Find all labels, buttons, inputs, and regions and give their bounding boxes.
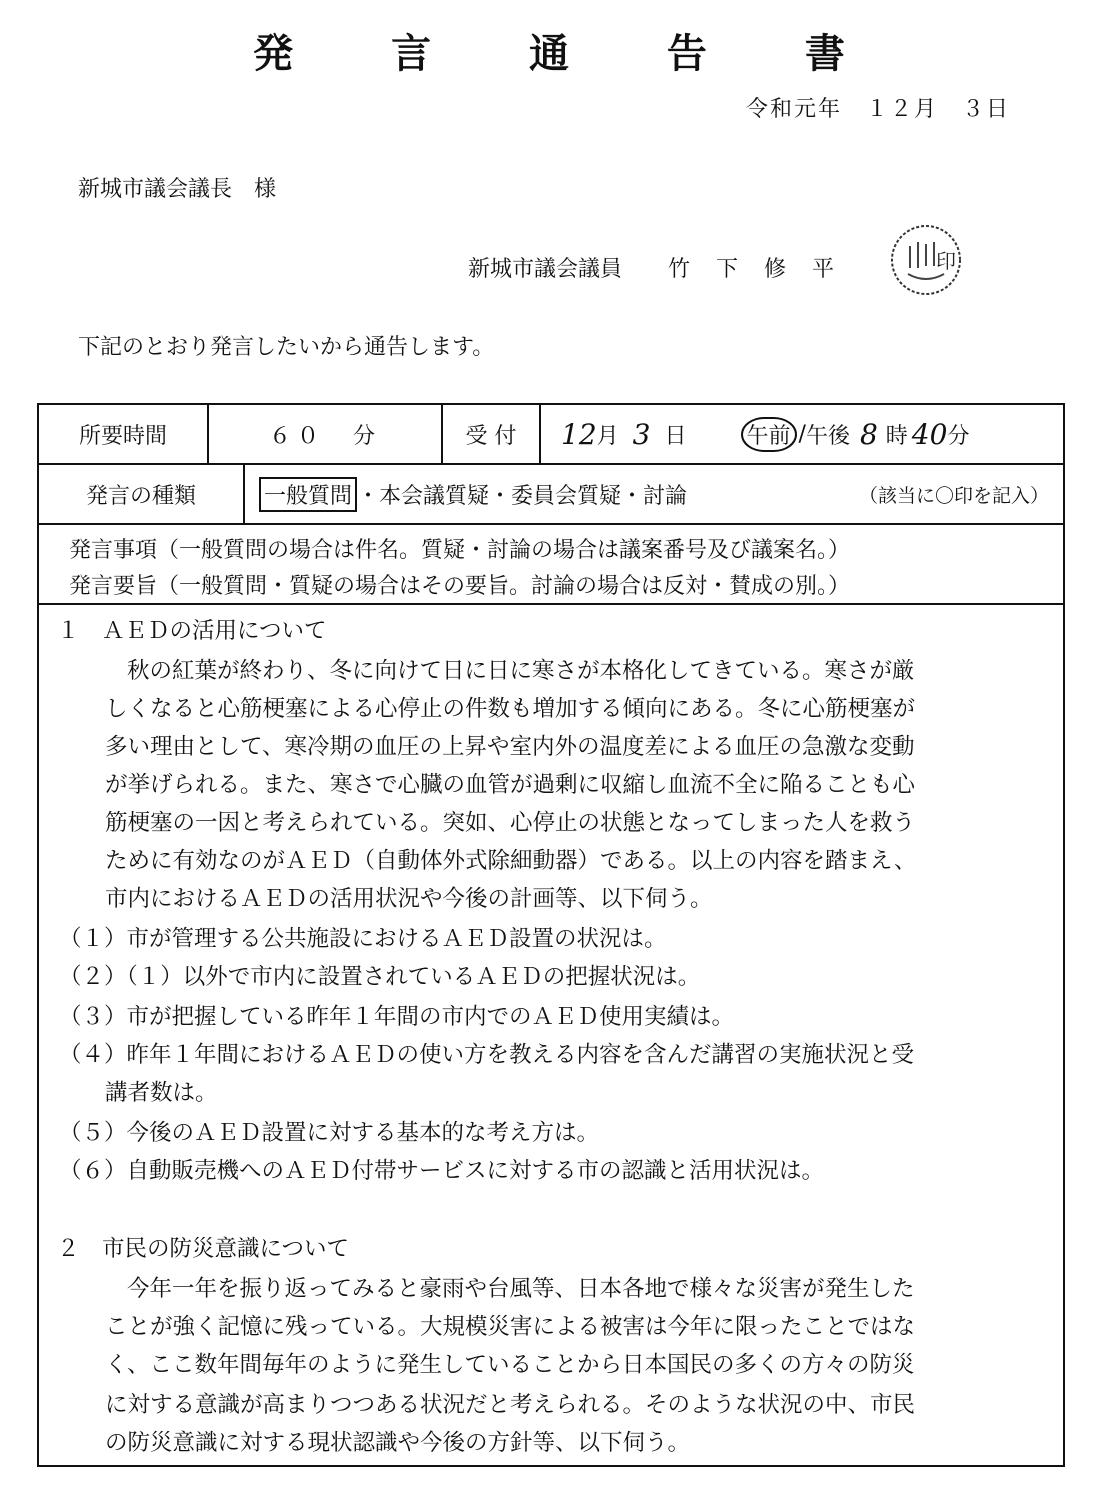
header-line-1: 発言事項（一般質問の場合は件名。質疑・討論の場合は議案番号及び議案名。） bbox=[69, 538, 851, 563]
item1-paragraph-line: 筋梗塞の一因と考えられている。突如、心停止の状態となってしまった人を救う bbox=[105, 810, 916, 836]
item2-paragraph-line: く、ここ数年間毎年のように発生していることから日本国民の多くの方々の防災 bbox=[105, 1352, 915, 1378]
item1-paragraph-line: 多い理由として、寒冷期の血圧の上昇や室内外の温度差による血圧の急激な変動 bbox=[105, 734, 915, 760]
reception-am-circled: 午前 bbox=[741, 417, 797, 452]
reception-value bbox=[539, 405, 1067, 463]
type-value bbox=[243, 465, 1067, 523]
item1-paragraph-line: 市内におけるＡＥＤの活用状況や今後の計画等、以下伺う。 bbox=[105, 886, 713, 912]
addressee: 新城市議会議長 様 bbox=[78, 177, 277, 202]
question-item: （４）昨年１年間におけるＡＥＤの使い方を教える内容を含んだ講習の実施状況と受 bbox=[59, 1042, 915, 1068]
type-selected-boxed: 一般質問 bbox=[259, 477, 357, 512]
item1-paragraph-line: ために有効なのがＡＥＤ（自動体外式除細動器）である。以上の内容を踏まえ、 bbox=[105, 848, 917, 874]
intro-text: 下記のとおり発言したいから通告します。 bbox=[78, 335, 495, 360]
question-item: （３）市が把握している昨年１年間の市内でのＡＥＤ使用実績は。 bbox=[59, 1004, 735, 1030]
form-row-type bbox=[39, 465, 1063, 525]
time-value: ６０ 分 bbox=[207, 405, 441, 463]
item1-paragraph-line: が挙げられる。また、寒さで心臓の血管が過剰に収縮し血流不全に陥ることも心 bbox=[105, 772, 916, 798]
sender-role: 新城市議会議員 bbox=[468, 257, 623, 282]
reception-pm: 午後 bbox=[805, 423, 850, 449]
item2-paragraph-line: 今年一年を振り返ってみると豪雨や台風等、日本各地で様々な災害が発生した bbox=[127, 1276, 915, 1302]
slash-mark: / bbox=[798, 421, 806, 447]
document-title: 発 言 通 告 書 bbox=[253, 31, 887, 77]
type-note: （該当に〇印を記入） bbox=[858, 484, 1049, 507]
question-item: （２）（１）以外で市内に設置されているＡＥＤの把握状況は。 bbox=[59, 964, 701, 990]
reception-month: 12 bbox=[561, 417, 597, 451]
question-item: （６）自動販売機へのＡＥＤ付帯サービスに対する市の認識と活用状況は。 bbox=[59, 1158, 825, 1184]
reception-day-unit: 日 bbox=[664, 423, 687, 449]
reception-hour: 8 bbox=[859, 417, 878, 451]
item2-title: ２ 市民の防災意識について bbox=[57, 1236, 350, 1262]
reception-minute-unit: 分 bbox=[947, 423, 970, 449]
header-line-2: 発言要旨（一般質問・質疑の場合はその要旨。討論の場合は反対・賛成の別。） bbox=[69, 574, 851, 599]
reception-label: 受 付 bbox=[441, 405, 539, 463]
item1-paragraph-line: しくなると心筋梗塞による心停止の件数も増加する傾向にある。冬に心筋梗塞が bbox=[105, 696, 916, 722]
item1-title: １ ＡＥＤの活用について bbox=[57, 618, 327, 644]
reception-day: 3 bbox=[632, 417, 651, 451]
question-item-continued: 講者数は。 bbox=[105, 1080, 218, 1106]
question-item: （５）今後のＡＥＤ設置に対する基本的な考え方は。 bbox=[59, 1120, 600, 1146]
seal-stamp-icon bbox=[888, 222, 964, 298]
form-row-time bbox=[39, 405, 1063, 465]
item2-paragraph-line: ことが強く記憶に残っている。大規模災害による被害は今年に限ったことではな bbox=[105, 1314, 916, 1340]
notice-form bbox=[37, 403, 1065, 1467]
item2-paragraph-line: に対する意識が高まりつつある状況だと考えられる。そのような状況の中、市民 bbox=[105, 1392, 916, 1418]
seal-label: 印 bbox=[936, 249, 956, 273]
item1-paragraph-line: 秋の紅葉が終わり、冬に向けて日に日に寒さが本格化してきている。寒さが厳 bbox=[127, 658, 915, 684]
reception-minute: 40 bbox=[911, 417, 948, 451]
type-options: ・本会議質疑・委員会質疑・討論 bbox=[357, 483, 688, 509]
document-date: 令和元年 １２月 ３日 bbox=[745, 97, 1010, 122]
reception-month-unit: 月 bbox=[596, 423, 619, 449]
item2-paragraph-line: の防災意識に対する現状認識や今後の方針等、以下伺う。 bbox=[105, 1430, 691, 1456]
question-item: （１）市が管理する公共施設におけるＡＥＤ設置の状況は。 bbox=[59, 926, 667, 952]
time-label: 所要時間 bbox=[78, 423, 167, 449]
sender-name: 竹下修平 bbox=[668, 257, 861, 282]
sender bbox=[468, 252, 860, 283]
form-row-header bbox=[39, 525, 1063, 605]
reception-hour-unit: 時 bbox=[885, 423, 908, 449]
type-label: 発言の種類 bbox=[85, 483, 196, 509]
